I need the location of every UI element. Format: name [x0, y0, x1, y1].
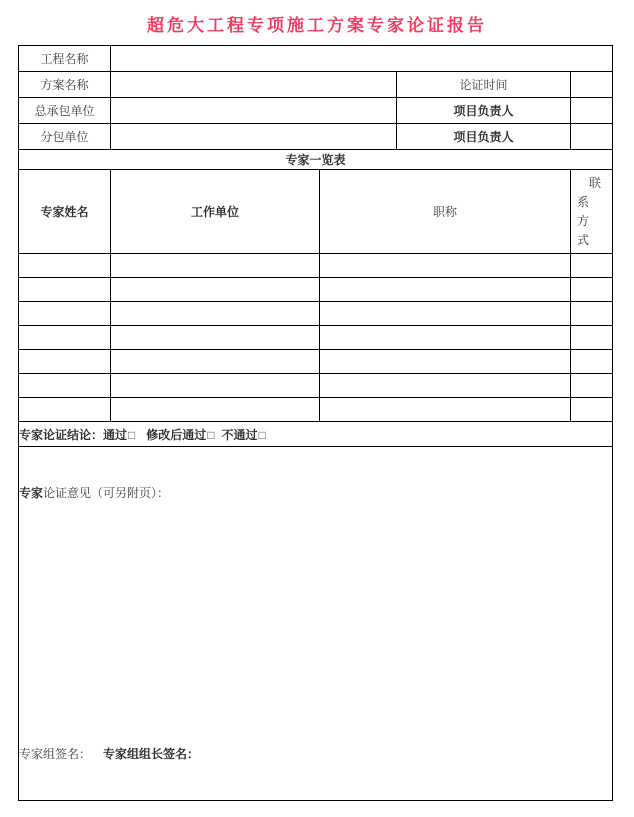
plan-name-row	[19, 72, 613, 98]
contractor-project-leader-label: 项目负责人	[397, 98, 571, 124]
subcontractor-project-leader-label: 项目负责人	[397, 124, 571, 150]
pass-checkbox[interactable]: □	[128, 427, 136, 442]
expert-contact-cell[interactable]	[571, 278, 613, 302]
project-name-label: 工程名称	[19, 46, 111, 72]
expert-list-section-row	[19, 150, 613, 170]
expert-unit-cell[interactable]	[111, 278, 320, 302]
general-contractor-value[interactable]	[111, 98, 397, 124]
expert-title-cell[interactable]	[320, 350, 571, 374]
work-unit-header: 工作单位	[111, 170, 320, 254]
conclusion-label: 专家论证结论：	[19, 427, 104, 442]
expert-row	[19, 278, 613, 302]
expert-contact-cell[interactable]	[571, 326, 613, 350]
document-title: 超危大工程专项施工方案专家论证报告	[147, 16, 487, 35]
expert-unit-cell[interactable]	[111, 398, 320, 422]
expert-row	[19, 254, 613, 278]
expert-unit-cell[interactable]	[111, 254, 320, 278]
general-contractor-label: 总承包单位	[19, 98, 111, 124]
fail-checkbox[interactable]: □	[258, 427, 266, 442]
subcontractor-label: 分包单位	[19, 124, 111, 150]
expert-contact-cell[interactable]	[571, 350, 613, 374]
expert-title-cell[interactable]	[320, 254, 571, 278]
expert-unit-cell[interactable]	[111, 350, 320, 374]
contact-header-cell	[571, 170, 613, 254]
subcontractor-row	[19, 124, 613, 150]
expert-name-cell[interactable]	[19, 374, 111, 398]
expert-contact-cell[interactable]	[571, 254, 613, 278]
demo-time-label: 论证时间	[397, 72, 571, 98]
report-form-table	[18, 45, 613, 801]
general-contractor-row	[19, 98, 613, 124]
expert-title-cell[interactable]	[320, 278, 571, 302]
expert-row	[19, 302, 613, 326]
opinion-label-rest: 论证意见（可另附页）：	[43, 486, 170, 500]
expert-unit-cell[interactable]	[111, 326, 320, 350]
expert-name-cell[interactable]	[19, 350, 111, 374]
expert-name-cell[interactable]	[19, 326, 111, 350]
expert-title-cell[interactable]	[320, 374, 571, 398]
expert-name-cell[interactable]	[19, 278, 111, 302]
plan-name-label: 方案名称	[19, 72, 111, 98]
expert-group-signature-label: 专家组签名：	[19, 747, 92, 761]
contractor-project-leader-value[interactable]	[571, 98, 613, 124]
expert-row	[19, 374, 613, 398]
option-fail-label: 不通过	[221, 427, 258, 442]
plan-name-value[interactable]	[111, 72, 397, 98]
pass-after-revision-checkbox[interactable]: □	[207, 427, 215, 442]
expert-name-header: 专家姓名	[19, 170, 111, 254]
group-leader-signature-label: 专家组组长签名：	[103, 747, 200, 761]
job-title-header: 职称	[320, 170, 571, 254]
expert-contact-cell[interactable]	[571, 374, 613, 398]
option-pass-after-revision-label: 修改后通过	[146, 427, 207, 442]
conclusion-cell	[19, 422, 613, 447]
subcontractor-project-leader-value[interactable]	[571, 124, 613, 150]
signature-line	[19, 745, 612, 763]
expert-header-row	[19, 170, 613, 254]
expert-name-cell[interactable]	[19, 254, 111, 278]
expert-row	[19, 398, 613, 422]
option-pass-label: 通过	[103, 427, 128, 442]
demo-time-value[interactable]	[571, 72, 613, 98]
expert-contact-cell[interactable]	[571, 302, 613, 326]
expert-row	[19, 326, 613, 350]
expert-unit-cell[interactable]	[111, 302, 320, 326]
contact-header: 联系方式	[577, 175, 602, 247]
expert-row	[19, 350, 613, 374]
expert-rows	[19, 254, 613, 422]
expert-title-cell[interactable]	[320, 302, 571, 326]
opinion-row	[19, 447, 613, 801]
conclusion-row	[19, 422, 613, 447]
project-name-row	[19, 46, 613, 72]
opinion-cell[interactable]	[19, 447, 613, 801]
subcontractor-value[interactable]	[111, 124, 397, 150]
project-name-value[interactable]	[111, 46, 613, 72]
expert-name-cell[interactable]	[19, 302, 111, 326]
expert-contact-cell[interactable]	[571, 398, 613, 422]
expert-name-cell[interactable]	[19, 398, 111, 422]
opinion-label-bold: 专家	[19, 486, 44, 500]
expert-title-cell[interactable]	[320, 398, 571, 422]
expert-list-section-title: 专家一览表	[19, 150, 613, 170]
expert-title-cell[interactable]	[320, 326, 571, 350]
opinion-label	[19, 484, 612, 502]
expert-unit-cell[interactable]	[111, 374, 320, 398]
